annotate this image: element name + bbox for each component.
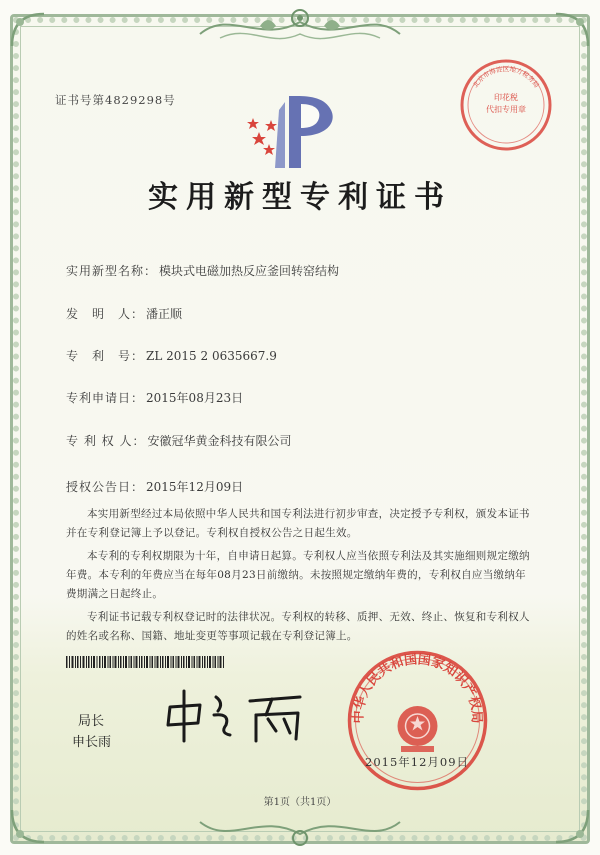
filing-date-value: 2015年08月23日 bbox=[146, 391, 244, 405]
corner-ornament-br bbox=[552, 806, 592, 846]
patentee-label: 专 利 权 人： bbox=[66, 434, 146, 448]
director-role: 局长 bbox=[78, 714, 105, 729]
patent-number-field bbox=[66, 347, 277, 364]
corner-ornament-bl bbox=[8, 806, 48, 846]
agency-seal-stamp bbox=[457, 56, 555, 154]
grant-date-value: 2015年12月09日 bbox=[146, 480, 244, 494]
certificate-number: 证书号第4829298号 bbox=[55, 93, 176, 107]
grant-date-field bbox=[66, 478, 243, 495]
body-paragraph: 本实用新型经过本局依照中华人民共和国专利法进行初步审查，决定授予专利权，颁发本证书并在专利登记簿上予以登记。专利权自授权公告之日起生效。 bbox=[66, 508, 530, 539]
patentee-field bbox=[66, 432, 291, 449]
body-paragraph: 本专利的专利权期限为十年，自申请日起算。专利权人应当依照专利法及其实施细则规定缴纳年费。本专利的年费应当在每年08月23日前缴纳。未按照规定缴纳年费的，专利权自应当缴纳年费期满之日起终止。 bbox=[66, 550, 530, 600]
national-ip-seal-stamp bbox=[345, 648, 490, 793]
svg-text:代扣专用章: 代扣专用章 bbox=[486, 105, 526, 114]
svg-text:印花税: 印花税 bbox=[494, 93, 518, 102]
filing-date-field bbox=[66, 389, 243, 406]
top-ornament bbox=[190, 4, 410, 52]
corner-ornament-tl bbox=[8, 10, 48, 50]
inventor-field bbox=[66, 305, 182, 322]
cnipa-logo-icon bbox=[245, 92, 340, 172]
svg-text:中华人民共和国国家知识产权局: 中华人民共和国国家知识产权局 bbox=[351, 652, 484, 724]
patentee-value: 安徽冠华黄金科技有限公司 bbox=[147, 434, 292, 448]
grant-date-label: 授权公告日： bbox=[66, 480, 145, 494]
barcode bbox=[66, 656, 226, 668]
issue-date: 2015年12月09日 bbox=[365, 755, 470, 769]
inventor-value: 潘正顺 bbox=[146, 307, 183, 321]
patent-number-value: ZL 2015 2 0635667.9 bbox=[146, 349, 277, 363]
name-value: 模块式电磁加热反应釜回转窑结构 bbox=[159, 264, 340, 278]
inventor-label: 发 明 人： bbox=[66, 307, 145, 321]
name-label: 实用新型名称： bbox=[66, 264, 158, 278]
patent-number-label: 专 利 号： bbox=[66, 349, 145, 363]
director-signature bbox=[160, 685, 310, 745]
page-number: 第1页（共1页） bbox=[263, 797, 337, 808]
bottom-ornament bbox=[190, 808, 410, 852]
corner-ornament-tr bbox=[552, 10, 592, 50]
body-paragraph: 专利证书记载专利权登记时的法律状况。专利权的转移、质押、无效、终止、恢复和专利权人的姓名或名称、国籍、地址变更等事项记载在专利登记簿上。 bbox=[66, 611, 530, 642]
certificate-title: 实用新型专利证书 bbox=[148, 180, 452, 215]
svg-text:北京市海淀区地方税务局: 北京市海淀区地方税务局 bbox=[471, 65, 541, 90]
certificate-body-text bbox=[66, 505, 536, 650]
filing-date-label: 专利申请日： bbox=[66, 391, 145, 405]
name-field bbox=[66, 262, 339, 279]
director-name: 申长雨 bbox=[72, 735, 112, 750]
